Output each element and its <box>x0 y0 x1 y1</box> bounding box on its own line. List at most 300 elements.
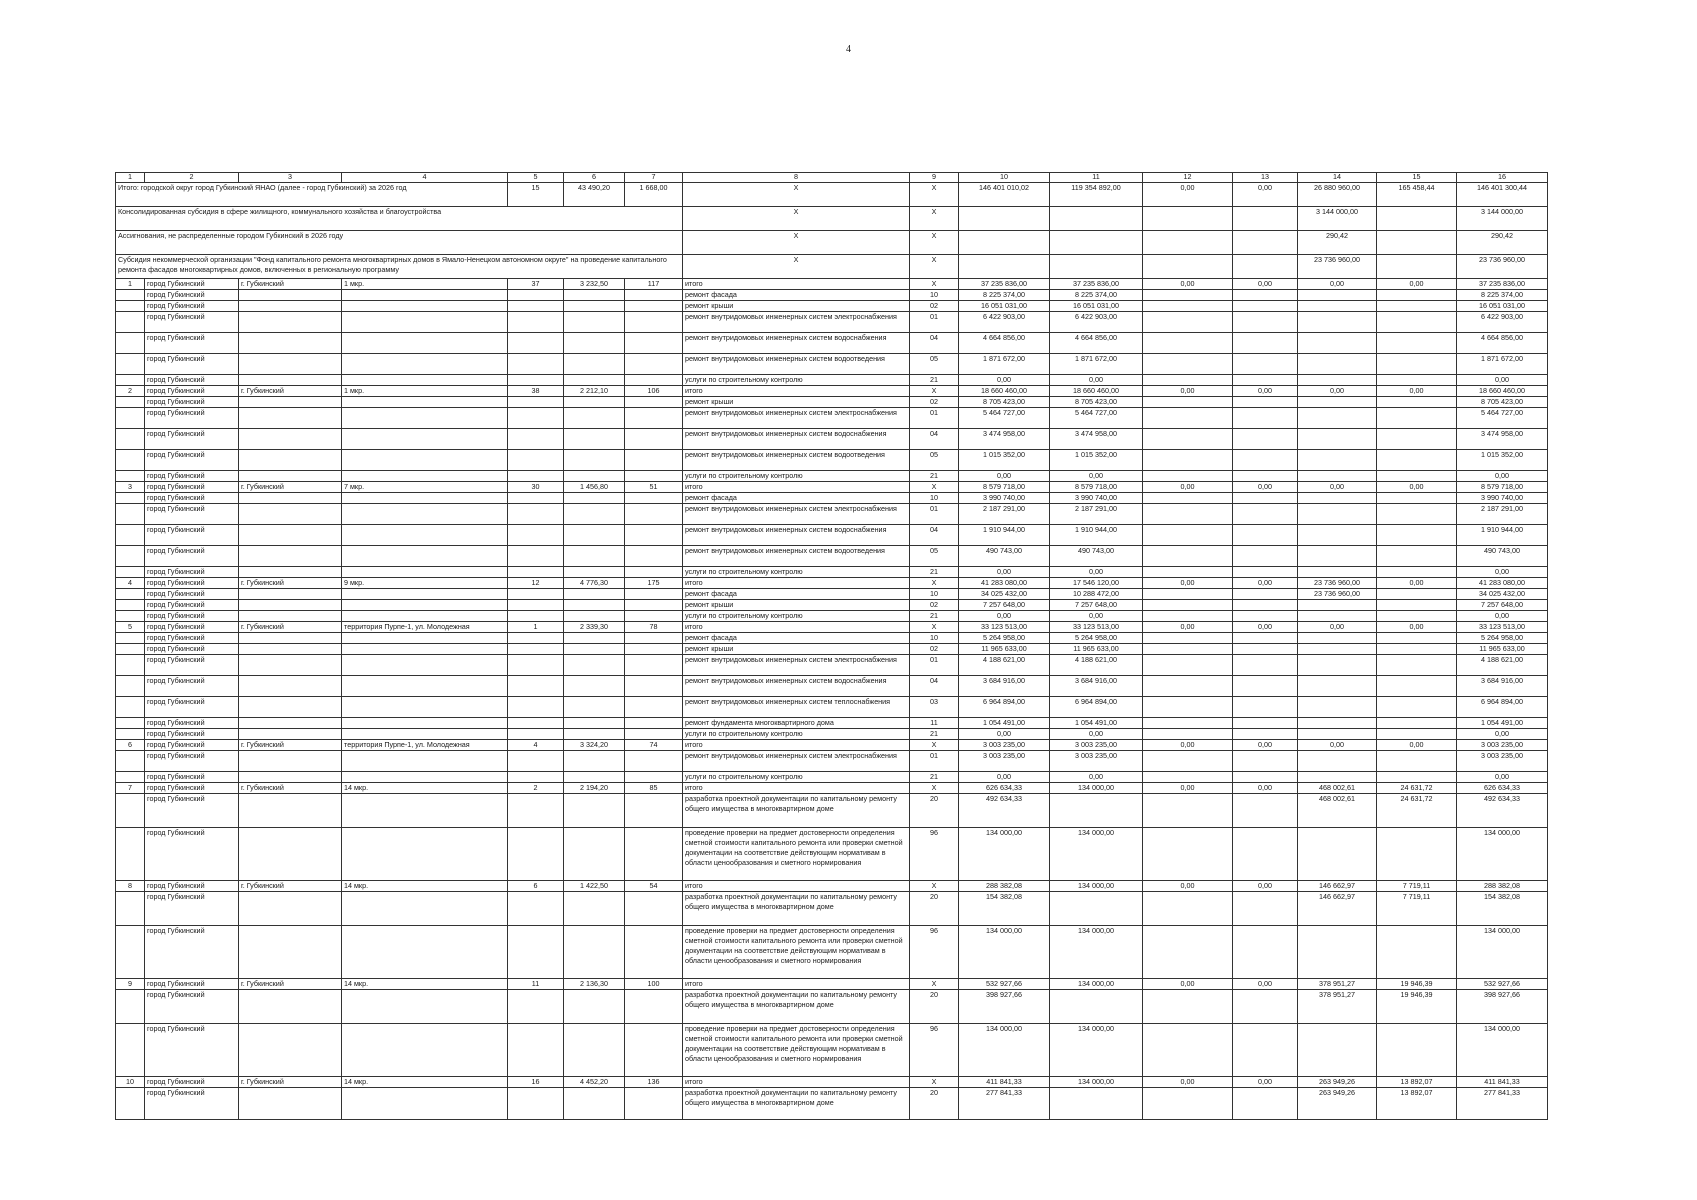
table-cell <box>239 301 342 312</box>
table-cell <box>1298 676 1377 697</box>
table-cell: 0,00 <box>1143 881 1233 892</box>
table-cell <box>1377 600 1457 611</box>
table-cell: 136 <box>625 1077 683 1088</box>
table-cell <box>116 354 145 375</box>
table-cell <box>116 471 145 482</box>
table-cell <box>1298 493 1377 504</box>
table-cell <box>1233 408 1298 429</box>
table-cell: 0,00 <box>1377 740 1457 751</box>
table-cell: город Губкинский <box>145 397 239 408</box>
summary-value-cell <box>1050 207 1143 231</box>
table-cell <box>116 718 145 729</box>
table-cell <box>625 290 683 301</box>
table-cell <box>1298 751 1377 772</box>
table-cell <box>342 397 508 408</box>
table-cell <box>625 828 683 881</box>
object-total-row <box>116 386 1548 397</box>
work-item-row <box>116 990 1548 1024</box>
table-cell: 1 мкр. <box>342 279 508 290</box>
table-cell <box>1233 729 1298 740</box>
table-cell: 38 <box>508 386 564 397</box>
table-cell: 468 002,61 <box>1298 794 1377 828</box>
table-cell: 4 664 856,00 <box>959 333 1050 354</box>
table-cell <box>239 333 342 354</box>
table-cell: 1 871 672,00 <box>1457 354 1548 375</box>
table-cell <box>564 655 625 676</box>
table-cell: 78 <box>625 622 683 633</box>
table-cell <box>239 772 342 783</box>
table-cell: X <box>910 279 959 290</box>
column-number-cell: 13 <box>1233 173 1298 183</box>
table-cell <box>1143 729 1233 740</box>
table-cell: г. Губкинский <box>239 482 342 493</box>
table-cell: 11 <box>910 718 959 729</box>
summary-value-cell: 1 668,00 <box>625 183 683 207</box>
table-cell <box>239 312 342 333</box>
table-cell <box>116 504 145 525</box>
table-cell: 0,00 <box>1457 375 1548 386</box>
table-cell <box>564 718 625 729</box>
table-cell <box>625 333 683 354</box>
table-cell: 146 662,97 <box>1298 881 1377 892</box>
table-cell <box>564 611 625 622</box>
table-cell: территория Пурпе-1, ул. Молодежная <box>342 740 508 751</box>
table-cell: 10 288 472,00 <box>1050 589 1143 600</box>
table-cell: 8 225 374,00 <box>1457 290 1548 301</box>
table-cell <box>342 375 508 386</box>
table-cell: 21 <box>910 772 959 783</box>
table-cell <box>1233 397 1298 408</box>
table-cell: 1 015 352,00 <box>959 450 1050 471</box>
table-cell: 9 <box>116 979 145 990</box>
table-cell: ремонт фундамента многоквартирного дома <box>683 718 910 729</box>
table-cell <box>564 504 625 525</box>
table-cell: X <box>910 482 959 493</box>
table-cell: город Губкинский <box>145 622 239 633</box>
table-cell <box>1298 504 1377 525</box>
table-cell: 7 <box>116 783 145 794</box>
table-cell <box>1233 429 1298 450</box>
table-cell <box>116 375 145 386</box>
table-cell <box>239 751 342 772</box>
table-cell: 0,00 <box>1233 1077 1298 1088</box>
column-number-cell: 14 <box>1298 173 1377 183</box>
table-cell: 05 <box>910 546 959 567</box>
table-cell: 20 <box>910 794 959 828</box>
table-cell <box>625 772 683 783</box>
summary-row <box>116 255 1548 279</box>
table-cell: ремонт крыши <box>683 397 910 408</box>
table-cell: услуги по строительному контролю <box>683 471 910 482</box>
table-cell <box>116 926 145 979</box>
table-cell <box>239 655 342 676</box>
table-cell: 37 235 836,00 <box>959 279 1050 290</box>
table-cell: ремонт внутридомовых инженерных систем электроснабжения <box>683 408 910 429</box>
table-cell <box>239 892 342 926</box>
table-cell <box>342 892 508 926</box>
table-cell <box>1233 644 1298 655</box>
table-cell: итого <box>683 979 910 990</box>
table-cell: 7 мкр. <box>342 482 508 493</box>
table-cell: ремонт внутридомовых инженерных систем электроснабжения <box>683 655 910 676</box>
summary-row <box>116 183 1548 207</box>
table-cell: 18 660 460,00 <box>1050 386 1143 397</box>
table-cell <box>508 772 564 783</box>
table-cell <box>564 546 625 567</box>
table-cell: X <box>910 979 959 990</box>
table-cell <box>1377 301 1457 312</box>
table-cell <box>342 333 508 354</box>
table-cell: 0,00 <box>1233 979 1298 990</box>
table-cell: 1 054 491,00 <box>1050 718 1143 729</box>
table-cell <box>1298 611 1377 622</box>
table-cell: 0,00 <box>1298 386 1377 397</box>
table-cell <box>116 1088 145 1120</box>
table-cell: 4 452,20 <box>564 1077 625 1088</box>
table-cell: город Губкинский <box>145 589 239 600</box>
table-cell: 5 264 958,00 <box>1050 633 1143 644</box>
table-cell <box>239 600 342 611</box>
table-cell <box>1377 397 1457 408</box>
table-cell: проведение проверки на предмет достоверности определения сметной стоимости капитального ремонта или проверки сметной документации на соответствие действующим нормативам в области ценообразования и сметного нормирования <box>683 926 910 979</box>
table-cell: 6 <box>116 740 145 751</box>
work-item-row <box>116 794 1548 828</box>
table-cell: 33 123 513,00 <box>1050 622 1143 633</box>
table-cell <box>239 676 342 697</box>
table-cell <box>508 375 564 386</box>
table-cell: 41 283 080,00 <box>959 578 1050 589</box>
table-cell <box>1233 333 1298 354</box>
table-cell: 5 464 727,00 <box>1457 408 1548 429</box>
object-total-row <box>116 740 1548 751</box>
table-cell <box>625 589 683 600</box>
table-cell <box>508 1024 564 1077</box>
table-cell: 0,00 <box>1377 578 1457 589</box>
table-cell: 0,00 <box>959 729 1050 740</box>
table-cell <box>116 697 145 718</box>
table-cell <box>564 429 625 450</box>
table-cell <box>564 493 625 504</box>
table-cell <box>239 354 342 375</box>
table-cell: 41 283 080,00 <box>1457 578 1548 589</box>
table-cell <box>1377 354 1457 375</box>
table-cell: 3 684 916,00 <box>959 676 1050 697</box>
table-cell <box>116 828 145 881</box>
table-cell: 1 871 672,00 <box>1050 354 1143 375</box>
table-cell: ремонт крыши <box>683 644 910 655</box>
table-cell: 146 662,97 <box>1298 892 1377 926</box>
column-number-cell: 10 <box>959 173 1050 183</box>
table-cell: 411 841,33 <box>1457 1077 1548 1088</box>
table-cell <box>342 718 508 729</box>
table-cell: 0,00 <box>1233 881 1298 892</box>
table-cell <box>508 525 564 546</box>
table-cell <box>508 697 564 718</box>
table-cell <box>625 312 683 333</box>
table-cell <box>1233 892 1298 926</box>
table-cell <box>508 397 564 408</box>
table-cell <box>1298 1024 1377 1077</box>
table-cell <box>625 676 683 697</box>
table-cell <box>1143 751 1233 772</box>
table-cell: 0,00 <box>1233 578 1298 589</box>
table-cell: 04 <box>910 525 959 546</box>
table-cell <box>239 644 342 655</box>
table-cell: 532 927,66 <box>959 979 1050 990</box>
table-cell: X <box>910 1077 959 1088</box>
table-cell <box>564 375 625 386</box>
table-cell: 492 634,33 <box>1457 794 1548 828</box>
table-cell <box>564 290 625 301</box>
table-cell: город Губкинский <box>145 354 239 375</box>
table-cell <box>239 1024 342 1077</box>
table-cell: 626 634,33 <box>1457 783 1548 794</box>
table-cell <box>116 794 145 828</box>
table-cell: 1 054 491,00 <box>959 718 1050 729</box>
table-cell <box>342 828 508 881</box>
table-cell: город Губкинский <box>145 1077 239 1088</box>
table-cell: город Губкинский <box>145 301 239 312</box>
table-cell: территория Пурпе-1, ул. Молодежная <box>342 622 508 633</box>
table-cell <box>1233 751 1298 772</box>
table-cell: 10 <box>910 493 959 504</box>
table-cell: 96 <box>910 926 959 979</box>
table-cell <box>1050 892 1143 926</box>
table-cell <box>342 290 508 301</box>
table-cell <box>342 354 508 375</box>
summary-value-cell <box>1377 231 1457 255</box>
table-cell: 37 235 836,00 <box>1050 279 1143 290</box>
table-cell: 20 <box>910 1088 959 1120</box>
table-cell: 0,00 <box>1457 729 1548 740</box>
table-cell: город Губкинский <box>145 1024 239 1077</box>
table-cell <box>342 772 508 783</box>
table-cell <box>564 333 625 354</box>
table-cell <box>564 1024 625 1077</box>
table-cell <box>1233 772 1298 783</box>
table-cell: 0,00 <box>1233 482 1298 493</box>
table-cell: 0,00 <box>1233 740 1298 751</box>
table-cell <box>1143 589 1233 600</box>
table-cell: 8 225 374,00 <box>1050 290 1143 301</box>
table-cell <box>1377 655 1457 676</box>
table-cell: итого <box>683 1077 910 1088</box>
work-item-row <box>116 926 1548 979</box>
table-cell <box>342 794 508 828</box>
table-cell: проведение проверки на предмет достоверности определения сметной стоимости капитального ремонта или проверки сметной документации на соответствие действующим нормативам в области ценообразования и сметного нормирования <box>683 828 910 881</box>
table-cell <box>239 471 342 482</box>
table-cell: 3 684 916,00 <box>1457 676 1548 697</box>
table-cell: 01 <box>910 751 959 772</box>
table-cell <box>625 644 683 655</box>
table-cell: город Губкинский <box>145 979 239 990</box>
table-cell: 01 <box>910 504 959 525</box>
table-cell: ремонт фасада <box>683 290 910 301</box>
table-cell: 0,00 <box>1050 567 1143 578</box>
table-cell <box>508 567 564 578</box>
table-cell <box>508 1088 564 1120</box>
table-cell <box>564 751 625 772</box>
summary-value-cell <box>1377 255 1457 279</box>
table-cell <box>564 354 625 375</box>
table-cell: город Губкинский <box>145 1088 239 1120</box>
table-cell: город Губкинский <box>145 493 239 504</box>
summary-value-cell: X <box>910 183 959 207</box>
summary-value-cell: 165 458,44 <box>1377 183 1457 207</box>
summary-value-cell: X <box>910 231 959 255</box>
table-cell <box>1143 354 1233 375</box>
table-cell: 19 946,39 <box>1377 990 1457 1024</box>
table-cell: 0,00 <box>1233 279 1298 290</box>
table-cell <box>116 525 145 546</box>
table-cell <box>239 493 342 504</box>
work-item-row <box>116 1024 1548 1077</box>
summary-value-cell: X <box>910 207 959 231</box>
table-cell: г. Губкинский <box>239 740 342 751</box>
table-cell: проведение проверки на предмет достоверности определения сметной стоимости капитального ремонта или проверки сметной документации на соответствие действующим нормативам в области ценообразования и сметного нормирования <box>683 1024 910 1077</box>
table-cell <box>1143 697 1233 718</box>
table-cell <box>1143 794 1233 828</box>
table-cell <box>342 1088 508 1120</box>
table-cell: 04 <box>910 333 959 354</box>
table-cell <box>239 408 342 429</box>
table-cell: город Губкинский <box>145 718 239 729</box>
table-cell: X <box>910 578 959 589</box>
table-cell: услуги по строительному контролю <box>683 772 910 783</box>
table-cell <box>625 1088 683 1120</box>
table-cell <box>1298 408 1377 429</box>
table-cell <box>116 301 145 312</box>
table-cell <box>564 589 625 600</box>
table-cell: 1 <box>508 622 564 633</box>
table-cell <box>1143 333 1233 354</box>
table-cell: 33 123 513,00 <box>959 622 1050 633</box>
table-cell: 134 000,00 <box>1050 1077 1143 1088</box>
table-cell <box>116 892 145 926</box>
table-cell <box>342 301 508 312</box>
table-cell: 0,00 <box>1233 622 1298 633</box>
table-cell: 106 <box>625 386 683 397</box>
table-cell <box>1298 471 1377 482</box>
table-cell <box>342 493 508 504</box>
table-cell <box>625 450 683 471</box>
table-cell: ремонт внутридомовых инженерных систем теплоснабжения <box>683 697 910 718</box>
table-cell: 3 003 235,00 <box>1457 740 1548 751</box>
summary-value-cell: X <box>910 255 959 279</box>
table-cell: 01 <box>910 408 959 429</box>
table-cell: 398 927,66 <box>1457 990 1548 1024</box>
table-cell: 6 964 894,00 <box>959 697 1050 718</box>
table-cell <box>1233 926 1298 979</box>
table-cell: 154 382,08 <box>1457 892 1548 926</box>
table-cell: итого <box>683 482 910 493</box>
table-cell <box>239 450 342 471</box>
table-cell <box>625 794 683 828</box>
table-cell <box>1233 633 1298 644</box>
table-cell <box>116 290 145 301</box>
table-cell: 21 <box>910 567 959 578</box>
table-cell <box>116 655 145 676</box>
table-cell <box>1143 828 1233 881</box>
table-cell <box>625 493 683 504</box>
work-item-row <box>116 697 1548 718</box>
table-cell <box>1050 1088 1143 1120</box>
summary-value-cell: 119 354 892,00 <box>1050 183 1143 207</box>
table-cell: 3 990 740,00 <box>1457 493 1548 504</box>
table-cell <box>564 567 625 578</box>
table-cell <box>239 290 342 301</box>
table-cell <box>116 751 145 772</box>
table-cell <box>564 600 625 611</box>
work-item-row <box>116 892 1548 926</box>
table-cell <box>508 794 564 828</box>
table-cell: 8 705 423,00 <box>1457 397 1548 408</box>
table-cell: город Губкинский <box>145 429 239 450</box>
work-item-row <box>116 611 1548 622</box>
table-cell <box>1143 600 1233 611</box>
table-cell: 2 339,30 <box>564 622 625 633</box>
table-cell: 3 990 740,00 <box>959 493 1050 504</box>
table-cell: 0,00 <box>1298 622 1377 633</box>
table-cell <box>342 633 508 644</box>
work-item-row <box>116 589 1548 600</box>
table-cell <box>1377 697 1457 718</box>
table-cell: 134 000,00 <box>1050 1024 1143 1077</box>
table-cell <box>1377 408 1457 429</box>
table-body <box>116 173 1548 1120</box>
table-cell: 0,00 <box>1457 772 1548 783</box>
table-cell: 10 <box>910 589 959 600</box>
table-cell <box>342 408 508 429</box>
table-cell: 490 743,00 <box>1457 546 1548 567</box>
table-cell: 468 002,61 <box>1298 783 1377 794</box>
table-cell <box>625 600 683 611</box>
table-cell: 5 464 727,00 <box>959 408 1050 429</box>
table-cell: разработка проектной документации по капитальному ремонту общего имущества в многоквартирном доме <box>683 892 910 926</box>
table-cell <box>1143 676 1233 697</box>
table-cell: 0,00 <box>959 772 1050 783</box>
column-number-cell: 8 <box>683 173 910 183</box>
table-cell <box>625 546 683 567</box>
table-cell: 134 000,00 <box>1457 828 1548 881</box>
table-cell <box>1143 926 1233 979</box>
table-cell: 02 <box>910 301 959 312</box>
table-cell <box>508 926 564 979</box>
work-item-row <box>116 600 1548 611</box>
table-cell <box>1143 504 1233 525</box>
table-cell <box>1377 493 1457 504</box>
table-cell <box>342 926 508 979</box>
table-cell <box>239 926 342 979</box>
work-item-row <box>116 397 1548 408</box>
table-cell <box>1298 718 1377 729</box>
table-cell: 3 324,20 <box>564 740 625 751</box>
table-cell <box>239 1088 342 1120</box>
table-cell <box>239 525 342 546</box>
table-cell <box>116 429 145 450</box>
table-cell: город Губкинский <box>145 375 239 386</box>
table-cell: 134 000,00 <box>959 1024 1050 1077</box>
table-cell <box>1377 676 1457 697</box>
table-cell: разработка проектной документации по капитальному ремонту общего имущества в многоквартирном доме <box>683 1088 910 1120</box>
table-cell <box>625 611 683 622</box>
table-cell: итого <box>683 622 910 633</box>
table-cell <box>1143 301 1233 312</box>
table-cell <box>342 1024 508 1077</box>
table-cell: 16 051 031,00 <box>959 301 1050 312</box>
table-cell: 13 892,07 <box>1377 1088 1457 1120</box>
table-cell: 3 474 958,00 <box>1457 429 1548 450</box>
